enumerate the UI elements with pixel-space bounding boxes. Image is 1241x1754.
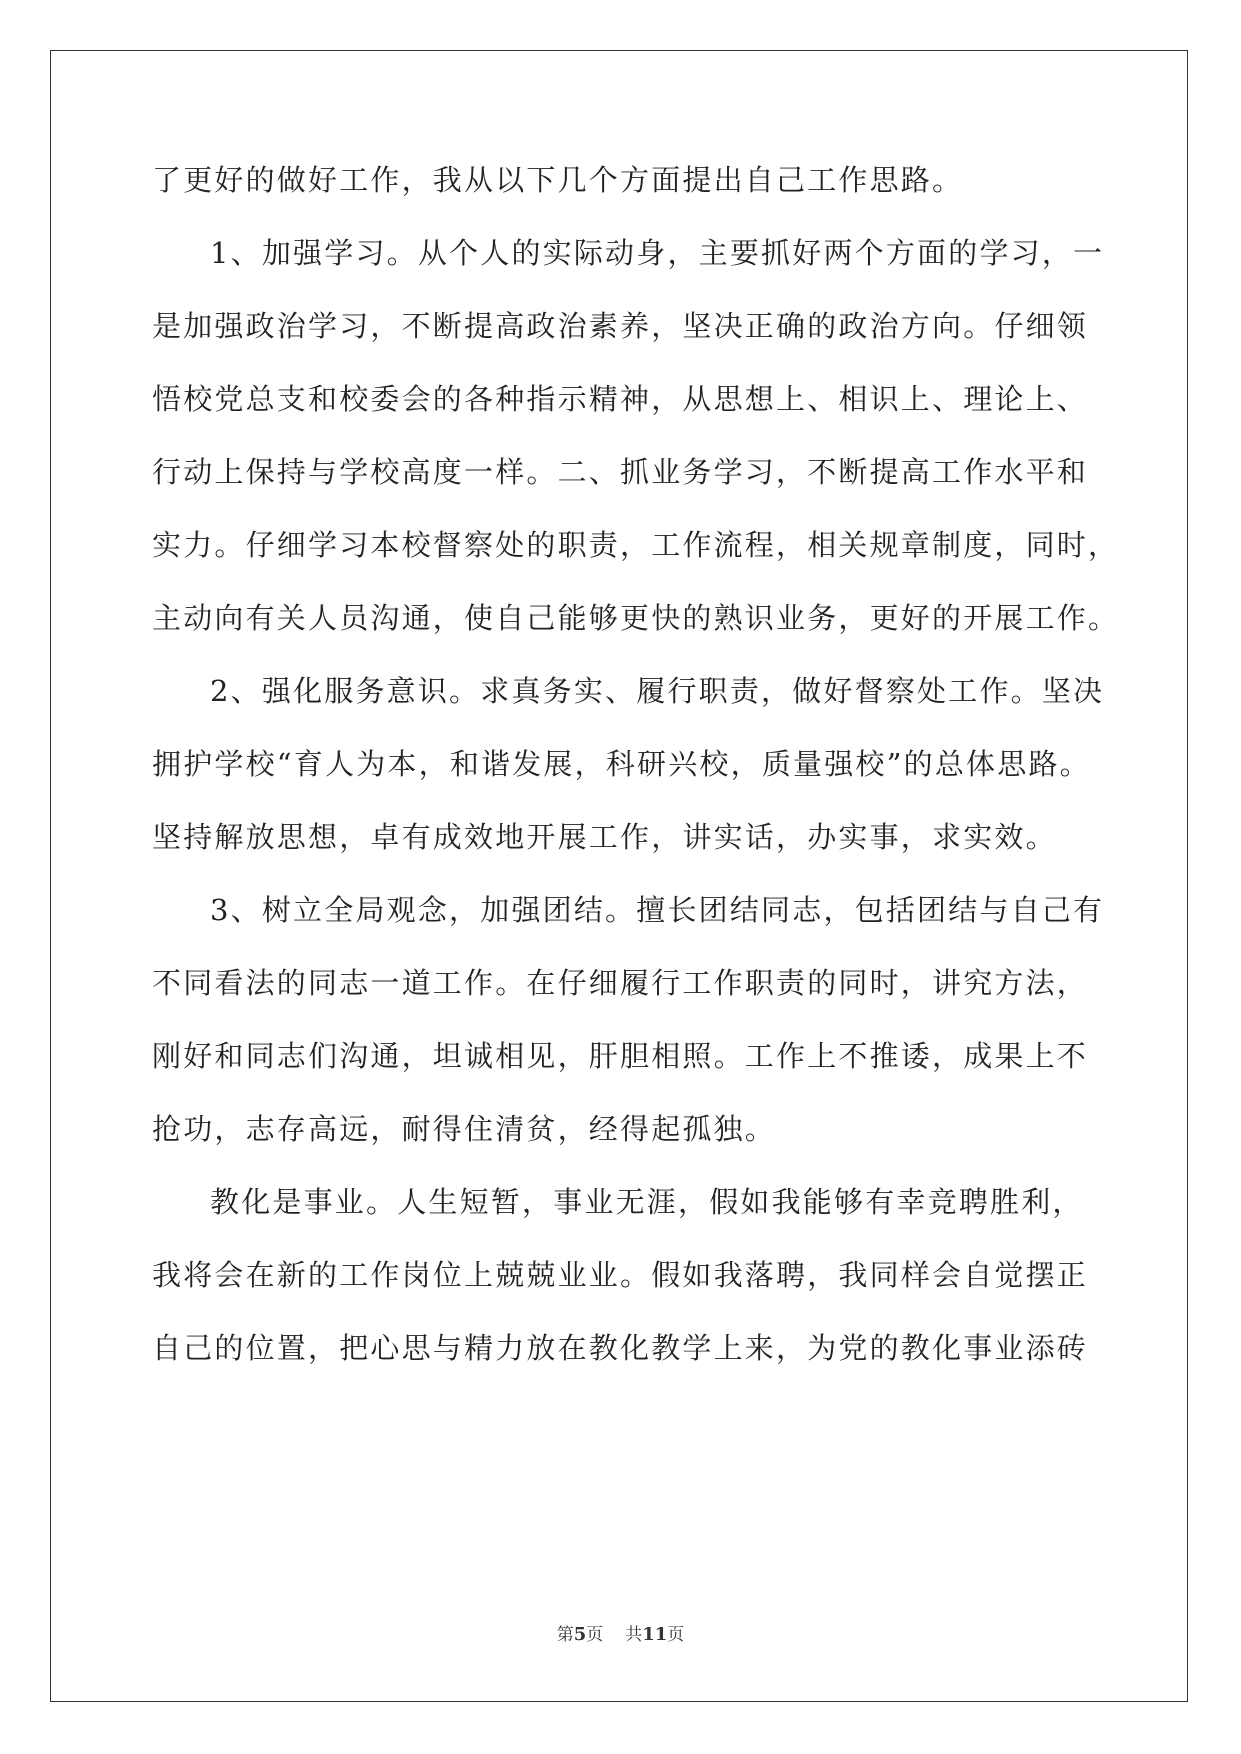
text-line: 行动上保持与学校高度一样。二、抓业务学习，不断提高工作水平和 bbox=[152, 455, 1089, 489]
text-line: 抢功，志存高远，耐得住清贫，经得起孤独。 bbox=[152, 1112, 777, 1146]
text-line: 自己的位置，把心思与精力放在教化教学上来，为党的教化事业添砖 bbox=[152, 1331, 1089, 1365]
text-line: 悟校党总支和校委会的各种指示精神，从思想上、相识上、理论上、 bbox=[152, 382, 1089, 416]
text-line: 不同看法的同志一道工作。在仔细履行工作职责的同时，讲究方法， bbox=[152, 966, 1089, 1000]
page-border bbox=[50, 50, 1188, 1702]
text-line: 实力。仔细学习本校督察处的职责，工作流程，相关规章制度，同时， bbox=[152, 528, 1120, 562]
text-line: 1、加强学习。从个人的实际动身，主要抓好两个方面的学习，一 bbox=[210, 236, 1105, 270]
text-line: 坚持解放思想，卓有成效地开展工作，讲实话，办实事，求实效。 bbox=[152, 820, 1057, 854]
text-line: 我将会在新的工作岗位上兢兢业业。假如我落聘，我同样会自觉摆正 bbox=[152, 1258, 1089, 1292]
text-line: 了更好的做好工作，我从以下几个方面提出自己工作思路。 bbox=[152, 163, 964, 197]
text-line: 3、树立全局观念，加强团结。擅长团结同志，包括团结与自己有 bbox=[210, 893, 1105, 927]
page-suffix: 页 bbox=[586, 1625, 604, 1645]
text-line: 教化是事业。人生短暂，事业无涯，假如我能够有幸竞聘胜利， bbox=[210, 1185, 1084, 1219]
text-line: 主动向有关人员沟通，使自己能够更快的熟识业务，更好的开展工作。 bbox=[152, 601, 1120, 635]
text-line: 2、强化服务意识。求真务实、履行职责，做好督察处工作。坚决 bbox=[210, 674, 1105, 708]
page-footer bbox=[0, 1620, 1241, 1645]
total-pages: 11 bbox=[642, 1624, 668, 1645]
total-suffix: 页 bbox=[667, 1625, 685, 1645]
text-line: 拥护学校“育人为本，和谐发展，科研兴校，质量强校”的总体思路。 bbox=[152, 747, 1091, 781]
total-prefix: 共 bbox=[625, 1625, 643, 1645]
text-line: 是加强政治学习，不断提高政治素养，坚决正确的政治方向。仔细领 bbox=[152, 309, 1089, 343]
text-line: 刚好和同志们沟通，坦诚相见，肝胆相照。工作上不推诿，成果上不 bbox=[152, 1039, 1089, 1073]
page-prefix: 第 bbox=[556, 1625, 574, 1645]
page-number: 5 bbox=[573, 1624, 587, 1645]
